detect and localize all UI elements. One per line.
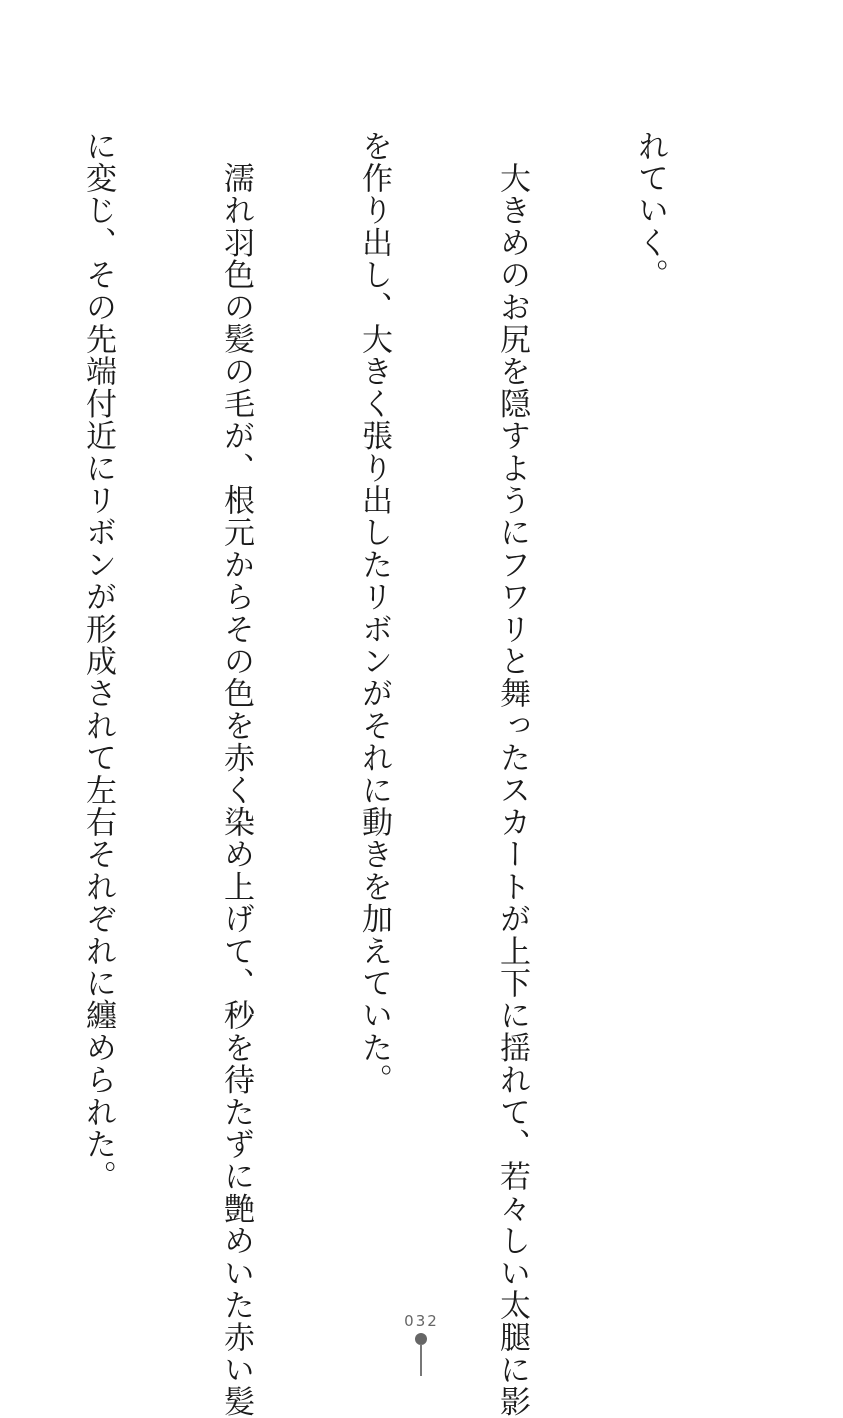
text-line-4: 濡れ羽色の髪の毛が、根元からその色を赤く染め上げて、秒を待たずに艶めいた赤い髪 <box>218 130 254 1418</box>
text-line-1: れていく。 <box>632 130 668 291</box>
text-line-5: に変じ、その先端付近にリボンが形成されて左右それぞれに纏められた。 <box>80 130 116 1193</box>
text-line-3: を作り出し、大きく張り出したリボンがそれに動きを加えていた。 <box>356 130 392 1097</box>
text-line-2: 大きめのお尻を隠すようにフワリと舞ったスカートが上下に揺れて、若々しい太腿に影 <box>494 130 530 1418</box>
page-number: 032 <box>404 1312 439 1330</box>
page-ornament-line <box>420 1344 422 1376</box>
